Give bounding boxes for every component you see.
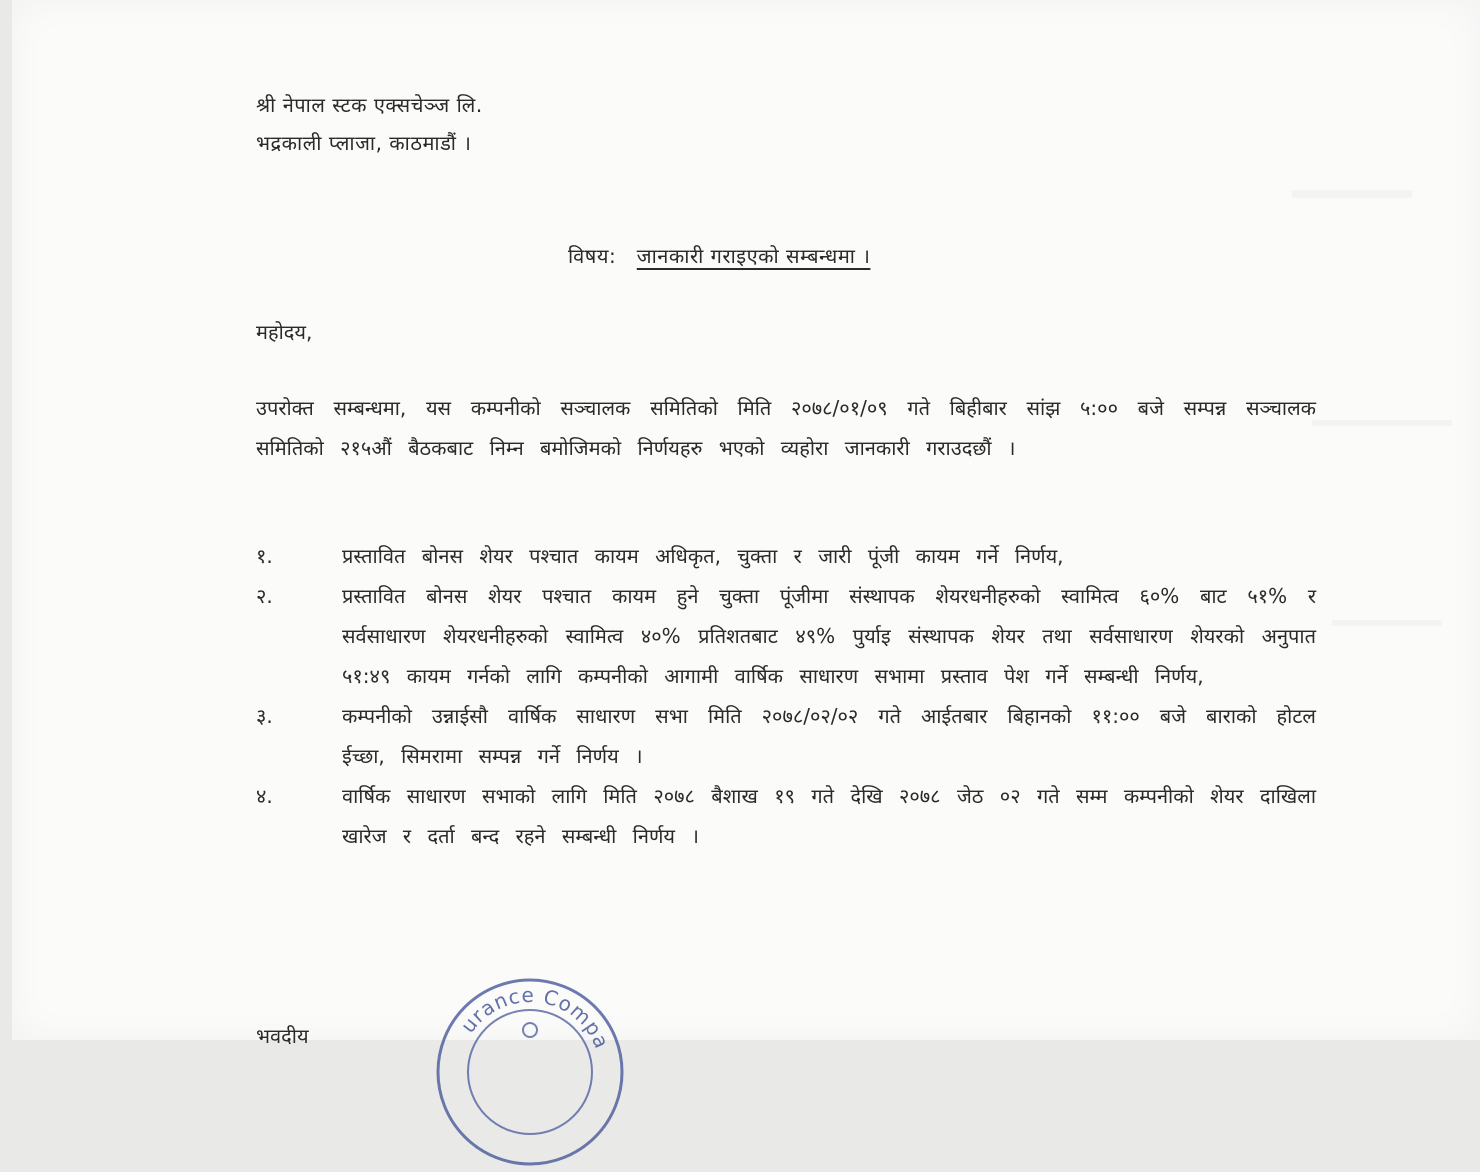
item-text: वार्षिक साधारण सभाको लागि मिति २०७८ बैशाख १९ गते देखि २०७८ जेठ ०२ गते सम्म कम्पनीको शेयर दाखिला खारेज र दर्ता बन्द रहने सम्बन्धी निर्णय । [342, 784, 1316, 848]
addressee-name: श्री नेपाल स्टक एक्सचेञ्ज लि. [256, 93, 483, 117]
item-number: ३. [256, 704, 273, 728]
list-item [256, 696, 1316, 776]
salutation: महोदय, [256, 320, 313, 344]
item-number: ४. [256, 784, 273, 808]
scan-artifact [1292, 190, 1412, 198]
closing-signoff: भवदीय [256, 1024, 309, 1048]
item-number: १. [256, 544, 273, 568]
svg-text:urance Compa [456, 983, 615, 1053]
addressee-block [256, 86, 483, 162]
list-item [256, 576, 1316, 696]
decision-list [256, 536, 1316, 856]
list-item [256, 776, 1316, 856]
scan-artifact [1332, 620, 1442, 626]
subject-label: विषय: [568, 244, 617, 268]
list-item [256, 536, 1316, 576]
item-number: २. [256, 584, 273, 608]
company-seal [430, 972, 630, 1172]
subject-text: जानकारी गराइएको सम्बन्धमा । [636, 244, 871, 268]
addressee-address: भद्रकाली प्लाजा, काठमाडौं । [256, 131, 472, 155]
item-text: कम्पनीको उन्नाईसौ वार्षिक साधारण सभा मिति २०७८/०२/०२ गते आईतबार बिहानको ११:०० बजे बाराको होटल ईच्छा, सिमरामा सम्पन्न गर्ने निर्णय । [342, 704, 1316, 768]
scan-artifact [1312, 420, 1452, 426]
item-text: प्रस्तावित बोनस शेयर पश्चात कायम हुने चुक्ता पूंजीमा संस्थापक शेयरधनीहरुको स्वामित्व ६०% बाट ५१% र सर्वसाधारण शेयरधनीहरुको स्वामित्व ४०% प्रतिशतबाट ४९% पुर्याइ संस्थापक शेयर तथा सर्वसाधारण शेयरको अनुपात ५१:४९ कायम गर्नको लागि कम्पनीको आगामी वार्षिक साधारण सभामा प्रस्ताव पेश गर्ने सम्बन्धी निर्णय, [342, 584, 1316, 688]
letter-page [12, 0, 1480, 1053]
item-text: प्रस्तावित बोनस शेयर पश्चात कायम अधिकृत, चुक्ता र जारी पूंजी कायम गर्ने निर्णय, [342, 544, 1064, 568]
subject-line [568, 240, 870, 272]
seal-text: urance Compa [455, 982, 615, 1053]
intro-paragraph: उपरोक्त सम्बन्धमा, यस कम्पनीको सञ्चालक समितिको मिति २०७८/०१/०९ गते बिहीबार सांझ ५:०० बजे सम्पन्न सञ्चालक समितिको २१५औं बैठकबाट निम्न बमोजिमको निर्णयहरु भएको व्यहोरा जानकारी गराउदछौं । [256, 396, 1316, 460]
